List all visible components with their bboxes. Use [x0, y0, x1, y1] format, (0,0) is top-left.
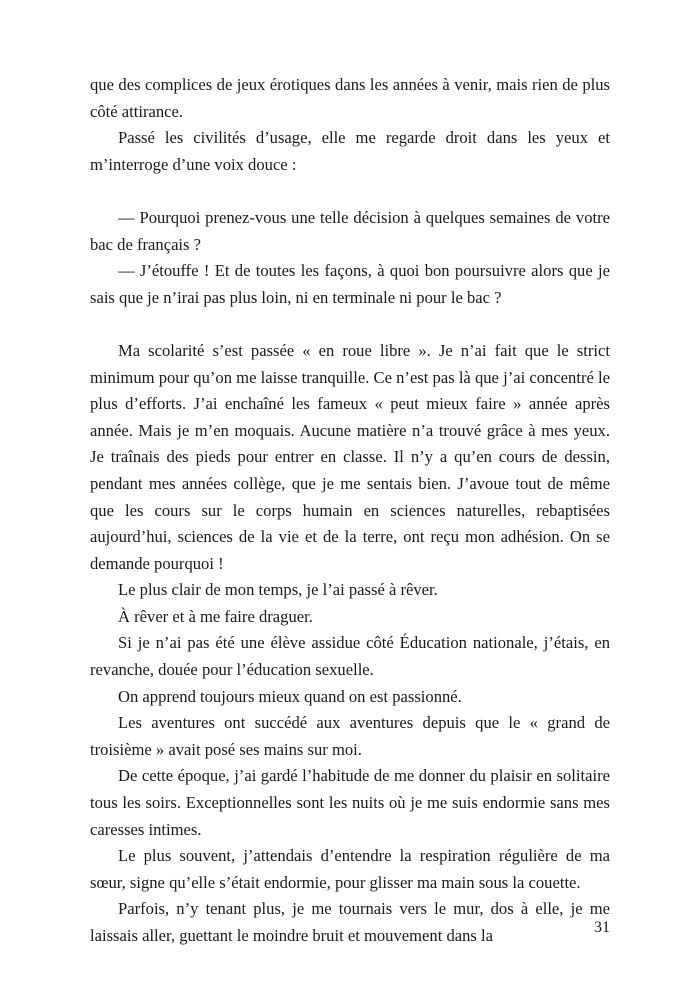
paragraph: que des complices de jeux érotiques dans les années à venir, mais rien de plus côté attirance.: [90, 75, 610, 121]
page-text-block: [90, 72, 610, 952]
paragraph: Parfois, n’y tenant plus, je me tournais vers le mur, dos à elle, je me laissais aller, guettant le moindre bruit et mouvement dans la: [90, 899, 610, 945]
paragraph: Le plus clair de mon temps, je l’ai passé à rêver.: [118, 580, 438, 600]
dialogue-line: — J’étouffe ! Et de toutes les façons, à quoi bon poursuivre alors que je sais que je n’irai pas plus loin, ni en terminale ni pour le bac ?: [90, 261, 610, 307]
page-number: 31: [594, 919, 610, 936]
paragraph: Les aventures ont succédé aux aventures depuis que le « grand de troisième » avait posé ses mains sur moi.: [90, 713, 610, 759]
blank-line: [90, 178, 610, 205]
paragraph: Le plus souvent, j’attendais d’entendre la respiration régulière de ma sœur, signe qu’elle s’était endormie, pour glisser ma main sous la couette.: [90, 846, 610, 892]
paragraph: De cette époque, j’ai gardé l’habitude de me donner du plaisir en solitaire tous les soirs. Exceptionnelles sont les nuits où je me suis endormie sans mes caresses intimes.: [90, 766, 610, 839]
blank-line: [90, 311, 610, 338]
dialogue-line: — Pourquoi prenez-vous une telle décision à quelques semaines de votre bac de français ?: [90, 207, 610, 254]
paragraph: À rêver et à me faire draguer.: [118, 606, 313, 626]
paragraph: Ma scolarité s’est passée « en roue libre ». Je n’ai fait que le strict minimum pour qu’on me laisse tranquille. Ce n’est pas là que j’ai concentré le plus d’efforts. J’ai enchaîné les fameux « peut mieux faire » année après année. Mais je m’en moquais. Aucune matière n’a trouvé grâce à mes yeux. Je traînais des pieds pour entrer en classe. Il n’y a qu’en cours de dessin, pendant mes années collège, que je me sentais bien. J’avoue tout de même que les cours sur le corps humain en sciences naturelles, rebaptisées aujourd’hui, sciences de la vie et de la terre, ont reçu mon adhésion. On se demande pourquoi !: [90, 340, 610, 573]
paragraph: Passé les civilités d’usage, elle me regarde droit dans les yeux et m’interroge d’une voix douce :: [90, 128, 610, 174]
paragraph: Si je n’ai pas été une élève assidue côté Éducation nationale, j’étais, en revanche, douée pour l’éducation sexuelle.: [90, 633, 610, 680]
paragraph: On apprend toujours mieux quand on est passionné.: [118, 686, 462, 706]
